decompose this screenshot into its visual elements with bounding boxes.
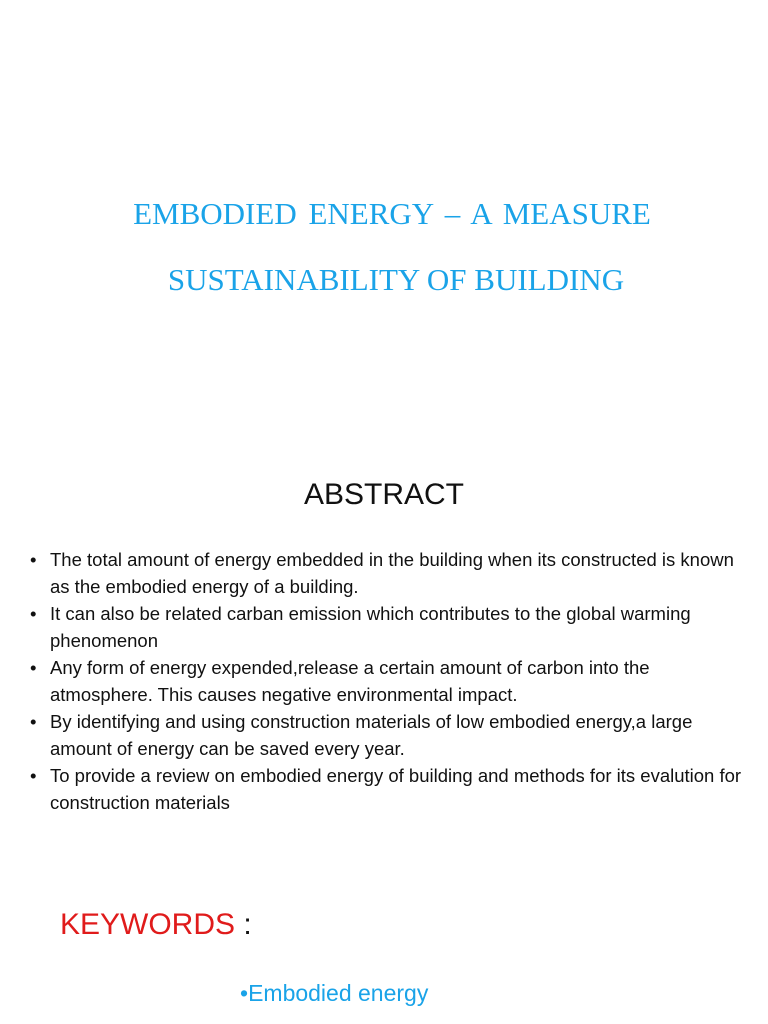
keyword-bullet-icon: • (240, 980, 249, 1006)
abstract-bullet-text: It can also be related carban emission which contributes to the global warming phenomenon (50, 603, 691, 651)
abstract-bullet (30, 762, 750, 816)
abstract-bullet (30, 546, 750, 600)
keyword-item-text: Embodied energy (248, 980, 429, 1006)
bullet-dot-icon: • (30, 549, 37, 570)
bullet-dot-icon: • (30, 765, 37, 786)
keywords-heading (60, 908, 252, 942)
abstract-bullet (30, 654, 750, 708)
keywords-label: KEYWORDS (60, 908, 236, 941)
document-title-line-2: SUSTAINABILITY OF BUILDING (167, 262, 625, 297)
abstract-bullet-text: Any form of energy expended,release a certain amount of carbon into the atmosphere. This causes negative environmental impact. (50, 657, 650, 705)
abstract-bullet-text: The total amount of energy embedded in the building when its constructed is known as the embodied energy of a building. (50, 549, 734, 597)
bullet-dot-icon: • (30, 711, 37, 732)
keyword-item (240, 980, 428, 1007)
abstract-bullet-list (30, 546, 750, 816)
abstract-heading: ABSTRACT (303, 478, 465, 511)
abstract-bullet-text: By identifying and using construction materials of low embodied energy,a large amount of energy can be saved every year. (50, 711, 693, 759)
document-title-line-1: EMBODIED ENERGY – A MEASURE (133, 196, 651, 231)
abstract-bullet (30, 600, 750, 654)
bullet-dot-icon: • (30, 657, 37, 678)
abstract-bullet (30, 708, 750, 762)
abstract-bullet-text: To provide a review on embodied energy of building and methods for its evalution for construction materials (50, 765, 742, 813)
keywords-colon: : (235, 908, 252, 941)
bullet-dot-icon: • (30, 603, 37, 624)
